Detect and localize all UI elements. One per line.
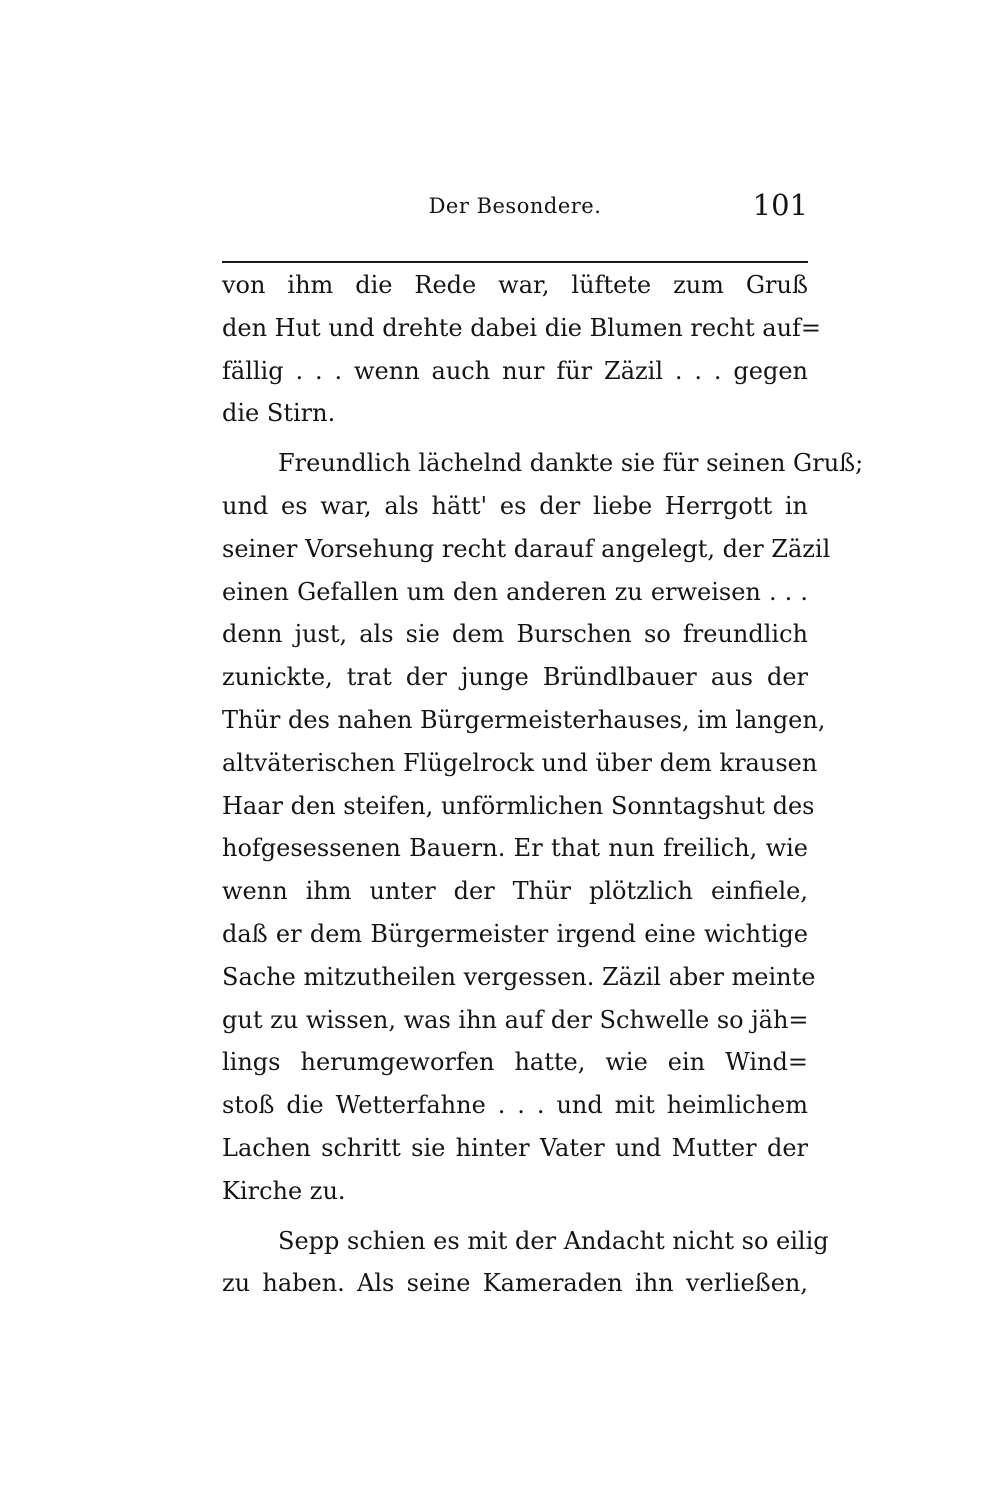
text-line: den Hut und drehte dabei die Blumen recht auf= [222,313,822,342]
text-line: lings herumgeworfen hatte, wie ein Wind= [222,1048,808,1077]
paragraph-gap [222,435,808,442]
text-line: wenn ihm unter der Thür plötzlich einfiele, [222,877,808,906]
text-line: denn just, als sie dem Burschen so freundlich [222,620,808,649]
text-line: Thür des nahen Bürgermeisterhauses, im langen, [222,705,826,734]
page-number: 101 [752,188,808,222]
paragraph-gap [222,1213,808,1220]
text-line: und es war, als hätt' es der liebe Herrgott in [222,491,808,520]
text-line: Sepp schien es mit der Andacht nicht so eilig [278,1226,829,1255]
text-line: zunickte, trat der junge Bründlbauer aus der [222,663,808,692]
text-line: hofgesessenen Bauern. Er that nun freilich, wie [222,834,808,863]
text-line: fällig . . . wenn auch nur für Zäzil . . . gegen [222,356,808,385]
text-line: die Stirn. [222,399,336,428]
text-line: seiner Vorsehung recht darauf angelegt, der Zäzil [222,534,831,563]
running-title: Der Besondere. [428,194,602,218]
text-line: einen Gefallen um den anderen zu erweisen . . . [222,577,808,606]
header-rule [222,261,808,263]
text-line: stoß die Wetterfahne . . . und mit heimlichem [222,1091,808,1120]
text-line: Freundlich lächelnd dankte sie für seinen Gruß; [278,449,864,478]
page-header [222,188,808,238]
text-line: Haar den steifen, unförmlichen Sonntagshut des [222,791,815,820]
text-line: zu haben. Als seine Kameraden ihn verließen, [222,1269,808,1298]
text-line: gut zu wissen, was ihn auf der Schwelle so jäh= [222,1005,809,1034]
text-line: Kirche zu. [222,1176,346,1205]
body-text [222,264,864,1305]
text-line: von ihm die Rede war, lüftete zum Gruß [222,271,808,299]
text-line: Sache mitzutheilen vergessen. Zäzil aber meinte [222,962,816,991]
text-line: daß er dem Bürgermeister irgend eine wichtige [222,919,808,948]
text-line: Lachen schritt sie hinter Vater und Mutter der [222,1133,808,1162]
text-line: altväterischen Flügelrock und über dem krausen [222,748,818,777]
